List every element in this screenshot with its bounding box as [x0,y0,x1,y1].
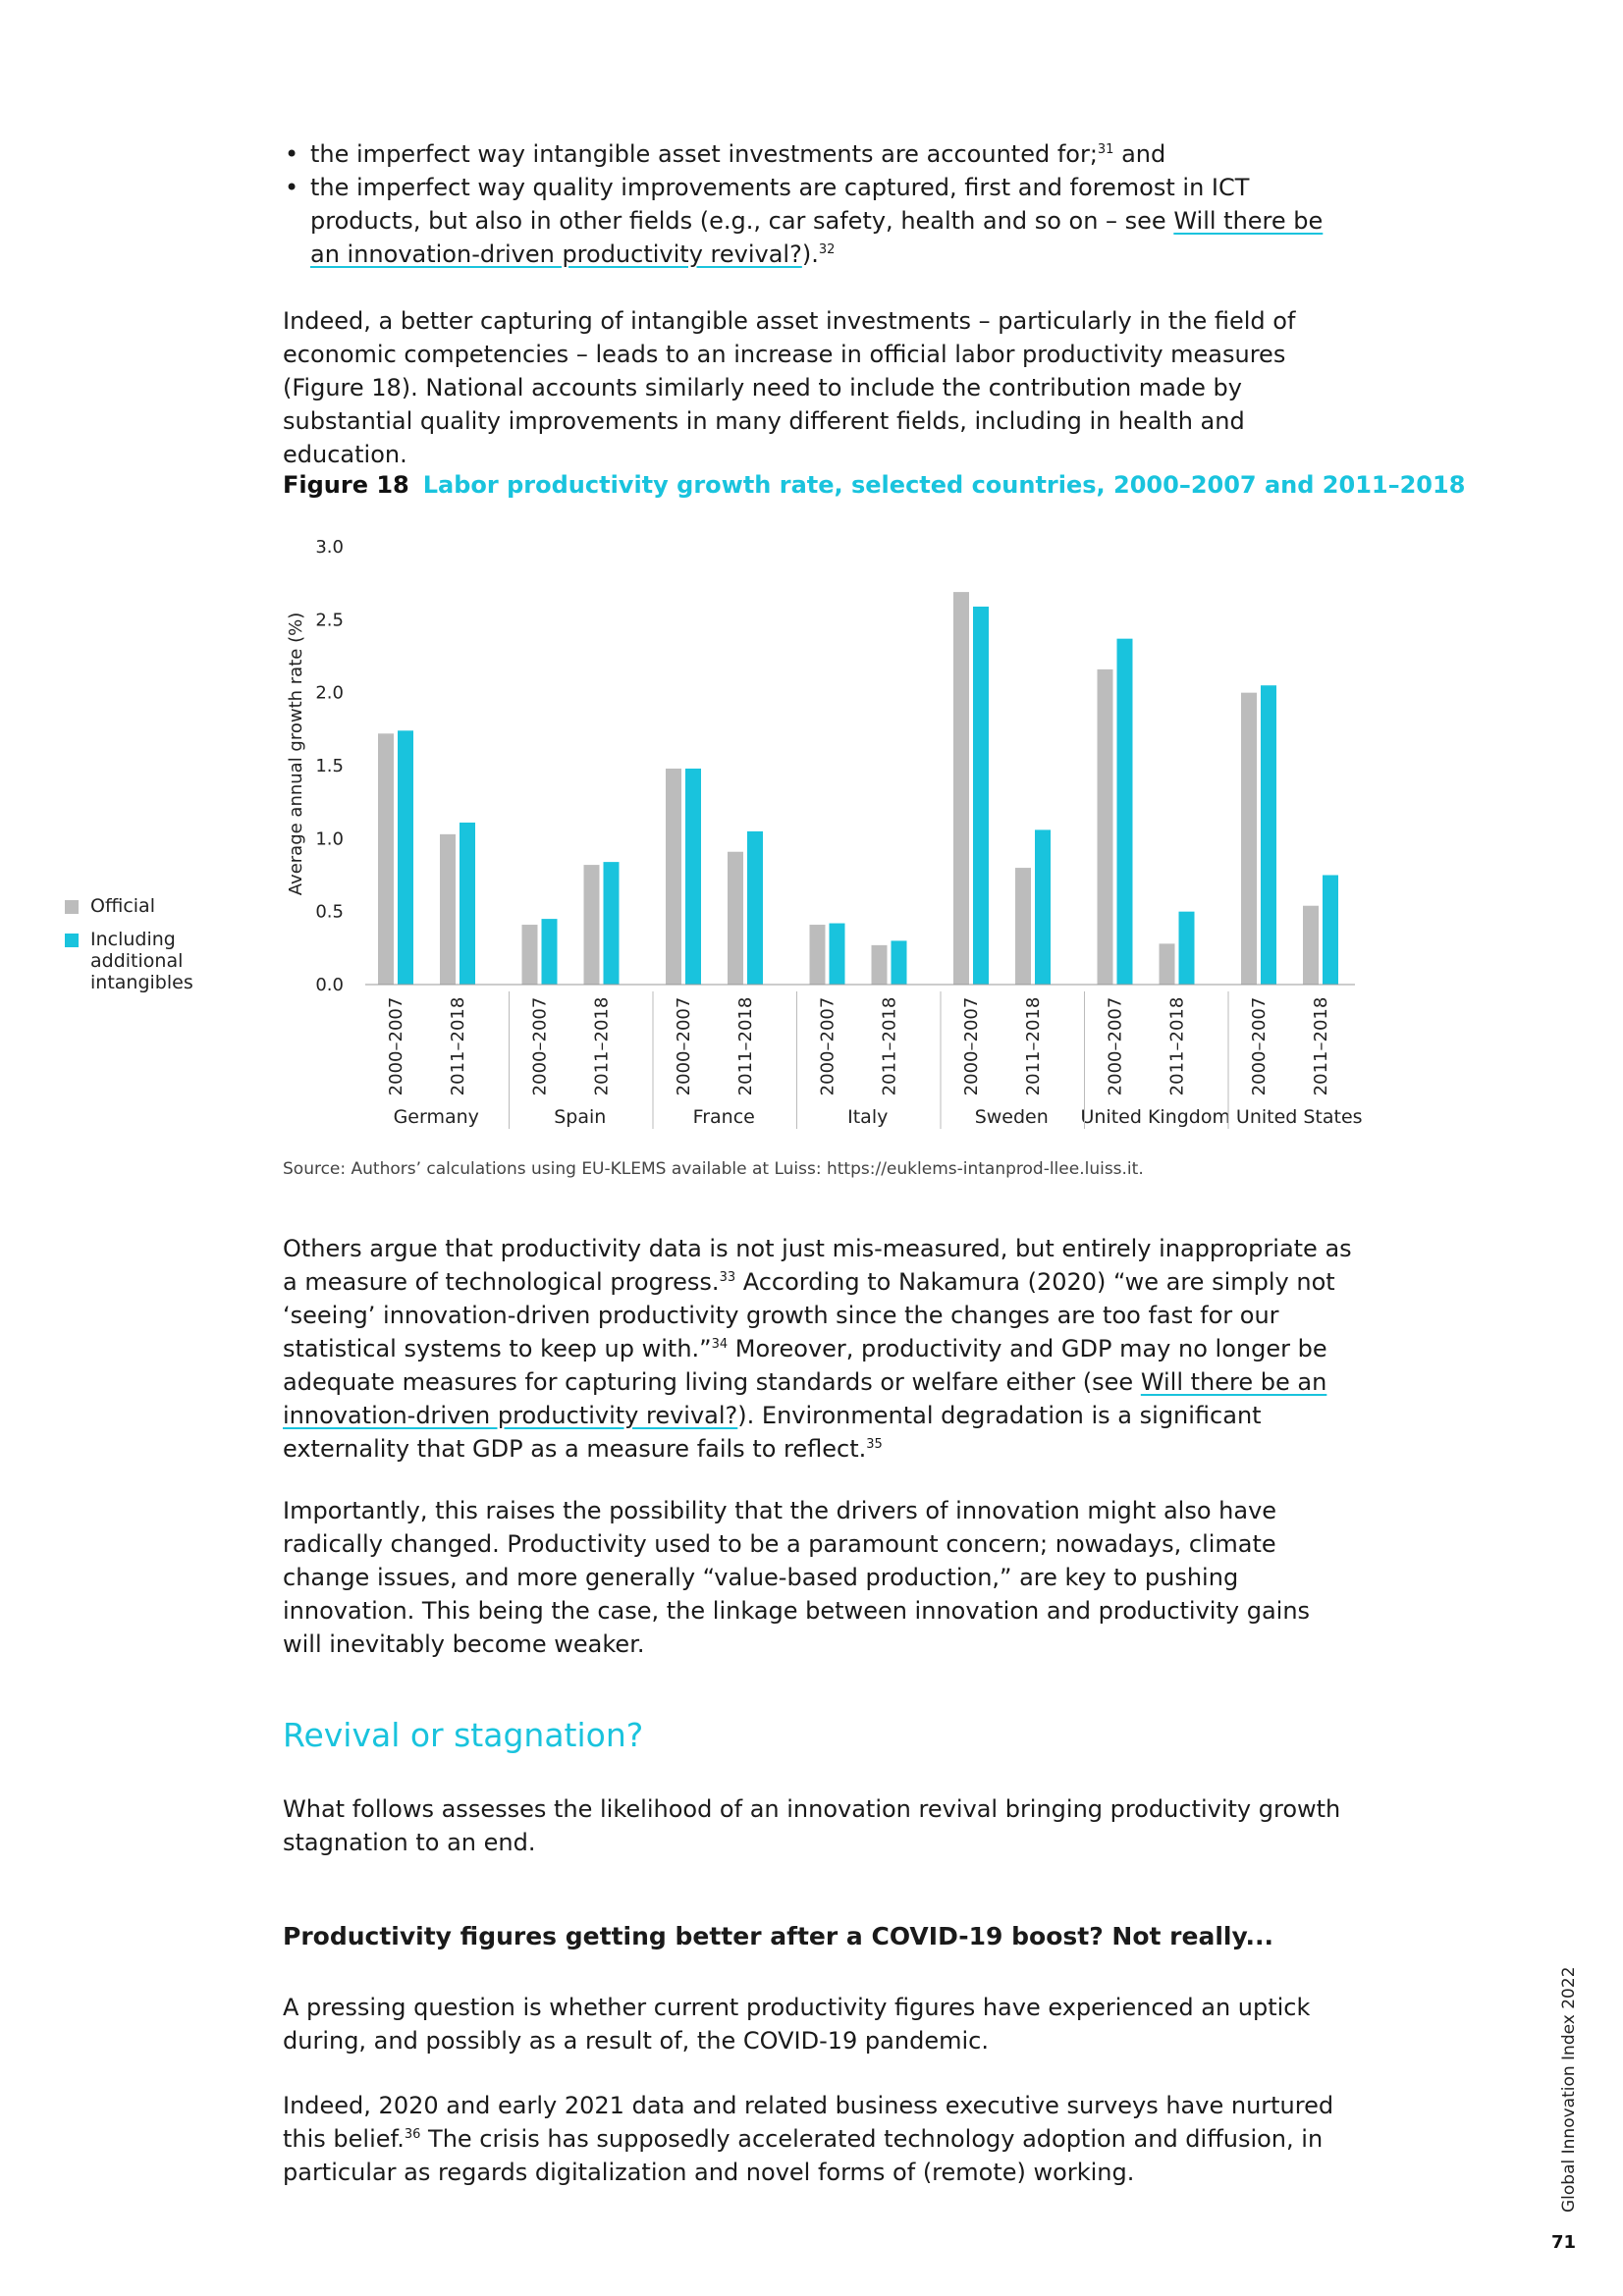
bar-official-sweden-2000-2007 [953,592,969,985]
bar-official-france-2011-2018 [728,852,743,985]
subheading-covid: Productivity figures getting better after a COVID-19 boost? Not really... [283,1922,1273,1950]
x-category-label: Italy [847,1106,889,1128]
bar-including-germany-2000-2007 [398,730,413,985]
para2-c: Moreover, productivity and GDP may no longer be adequate measures for capturing living standards or welfare either (see [283,1335,1327,1396]
x-tick-label-period: 2000–2007 [961,996,982,1096]
bar-including-spain-2000-2007 [542,919,558,985]
bar-including-sweden-2000-2007 [973,607,989,985]
x-tick-label-period: 2000–2007 [1249,996,1270,1096]
y-tick-label: 2.5 [315,610,344,631]
bar-including-united-states-2011-2018 [1323,876,1338,986]
x-tick-label-period: 2011–2018 [591,996,613,1096]
bar-including-spain-2011-2018 [604,862,620,985]
bar-including-france-2000-2007 [685,769,701,985]
legend-label-official: Official [90,895,155,917]
x-category-label: United States [1235,1106,1363,1128]
productivity-revival-link-2[interactable]: Will there be an innovation-driven productivity revival? [283,1368,1327,1429]
x-tick-label-period: 2000–2007 [386,996,406,1096]
legend-label-including: Including additional intangibles [90,929,193,993]
x-axis [365,985,1363,1129]
y-tick-label: 2.0 [315,682,344,704]
bar-official-united-states-2000-2007 [1241,693,1257,985]
bar-including-italy-2000-2007 [830,924,845,985]
bar-including-united-kingdom-2000-2007 [1117,639,1133,985]
footnote-32[interactable]: 32 [818,242,836,257]
paragraph-drivers: Importantly, this raises the possibility that the drivers of innovation might also have radically changed. Productivity used to be a paramount concern; nowadays, climate change issues, and more generally “value-based production,” are key to pushing innovation. This being the case, the linkage between innovation and productivity gains will inevitably become weaker. [283,1497,1311,1658]
footnote-31[interactable]: 31 [1097,142,1114,157]
bar-official-spain-2000-2007 [522,925,538,985]
bar-including-france-2011-2018 [747,831,763,985]
bar-including-united-kingdom-2011-2018 [1179,912,1195,985]
footnote-34[interactable]: 34 [711,1337,729,1352]
productivity-revival-link[interactable]: Will there be an innovation-driven productivity revival? [310,207,1324,268]
x-tick-label-period: 2000–2007 [817,996,839,1096]
y-axis [315,537,344,995]
y-tick-label: 0.5 [315,901,344,923]
paragraph-mismeasured [283,1232,1353,1466]
section-heading: Revival or stagnation? [283,1716,644,1754]
bullet-1-tail: and [1113,140,1166,168]
bar-official-france-2000-2007 [666,769,681,985]
bar-official-germany-2011-2018 [440,834,456,985]
para6-a: Indeed, 2020 and early 2021 data and related business executive surveys have nurtured this belief. [283,2092,1334,2153]
y-tick-label: 1.5 [315,756,344,776]
x-tick-label-period: 2000–2007 [529,996,551,1096]
bar-including-italy-2011-2018 [892,940,907,985]
footnote-36[interactable]: 36 [404,2127,421,2142]
bar-series [378,592,1338,985]
para6-b: The crisis has supposedly accelerated technology adoption and diffusion, in particular as regards digitalization and novel forms of (remote) working. [283,2125,1324,2186]
footnote-35[interactable]: 35 [866,1437,883,1452]
x-category-label: Sweden [974,1106,1049,1128]
bar-official-sweden-2011-2018 [1015,868,1031,985]
page-number: 71 [1551,2232,1577,2253]
side-running-title: Global Innovation Index 2022 [1559,1966,1579,2213]
bullet-2-tail: ). [801,240,819,268]
x-category-label: Spain [554,1106,607,1128]
x-tick-label-period: 2000–2007 [1105,996,1126,1096]
figure-caption: Labor productivity growth rate, selected countries, 2000–2007 and 2011–2018 [422,471,1466,499]
x-tick-label-period: 2011–2018 [1311,996,1331,1096]
bar-official-spain-2011-2018 [584,865,600,985]
bar-official-italy-2000-2007 [810,925,826,985]
bar-official-italy-2011-2018 [872,945,888,985]
bar-including-united-states-2000-2007 [1261,685,1276,985]
bar-official-united-kingdom-2011-2018 [1160,943,1175,985]
bar-official-united-states-2011-2018 [1303,906,1319,985]
bullet-2-text: the imperfect way quality improvements are captured, first and foremost in ICT products, but also in other fields (e.g., car safety, health and so on – see [310,174,1250,235]
footnote-33[interactable]: 33 [719,1270,736,1285]
para2-b: According to Nakamura (2020) “we are simply not ‘seeing’ innovation-driven productivity growth since the changes are too fast for our statistical systems to keep up with.” [283,1268,1335,1362]
y-axis-label: Average annual growth rate (%) [286,612,306,896]
x-category-label: France [692,1106,755,1128]
bar-including-sweden-2011-2018 [1035,829,1051,985]
x-tick-label-period: 2011–2018 [448,996,468,1096]
paragraph-assesses: What follows assesses the likelihood of an innovation revival bringing productivity growth stagnation to an end. [283,1795,1341,1856]
y-tick-label: 0.0 [315,975,344,995]
x-category-label: Germany [393,1106,479,1128]
paragraph-indeed-2020 [283,2089,1353,2189]
bar-including-germany-2011-2018 [460,823,475,985]
x-tick-label-period: 2011–2018 [879,996,900,1096]
figure-number: Figure 18 [283,471,409,499]
x-tick-label-period: 2011–2018 [1023,996,1044,1096]
x-tick-label-period: 2000–2007 [674,996,694,1096]
paragraph-intangibles: Indeed, a better capturing of intangible asset investments – particularly in the field of economic competencies – leads to an increase in official labor productivity measures (Figure 18). National accounts similarly need to include the contribution made by substantial quality improvements in many different fields, including in health and education. [283,307,1296,468]
bullet-dot-icon: • [285,140,299,168]
x-tick-label-period: 2011–2018 [1166,996,1188,1096]
paragraph-pressing: A pressing question is whether current productivity figures have experienced an uptick during, and possibly as a result of, the COVID-19 pandemic. [283,1994,1311,2055]
x-category-label: United Kingdom [1080,1106,1231,1128]
bullet-1-text: the imperfect way intangible asset investments are accounted for; [310,140,1098,168]
bar-official-united-kingdom-2000-2007 [1098,669,1113,985]
y-tick-label: 1.0 [315,828,344,850]
para2-a: Others argue that productivity data is not just mis-measured, but entirely inappropriate as a measure of technological progress. [283,1235,1352,1296]
bar-official-germany-2000-2007 [378,733,394,985]
para2-d: ). Environmental degradation is a significant externality that GDP as a measure fails to reflect. [283,1402,1262,1463]
bullet-dot-icon: • [285,174,299,201]
x-tick-label-period: 2011–2018 [735,996,756,1096]
y-tick-label: 3.0 [315,537,344,558]
figure-source: Source: Authors’ calculations using EU-KLEMS available at Luiss: https://euklems-intanprod-llee.luiss.it. [283,1159,1144,1179]
